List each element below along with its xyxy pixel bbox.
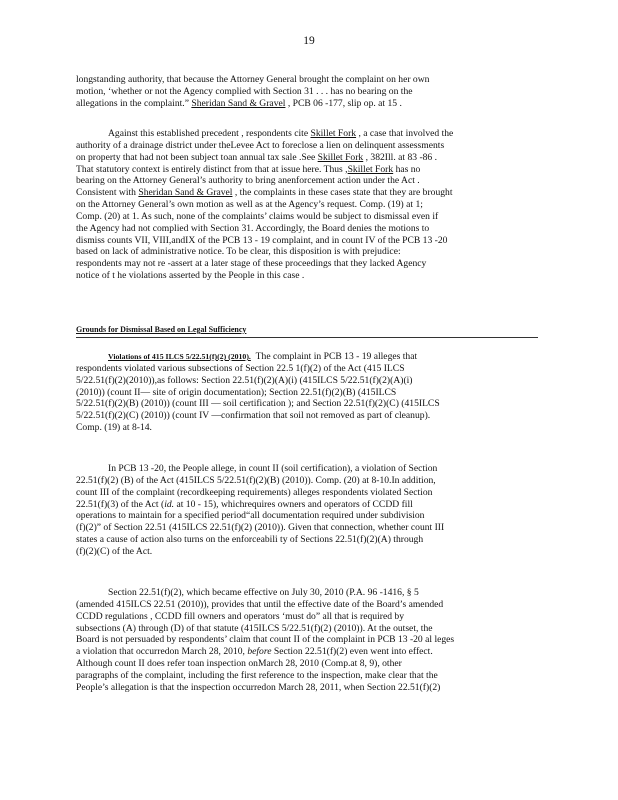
paragraph-line: (f)(2)” of Section 22.51 (415ILCS 22.51(f)(2) (2010)). Given that connection, whether count III (76, 522, 445, 534)
paragraph-line: Comp. (19) at 8-14. (76, 422, 152, 434)
paragraph-line: In PCB 13 -20, the People allege, in count II (soil certification), a violation of Section (108, 463, 438, 474)
subsection-heading: Violations of 415 ILCS 5/22.51(f)(2) (2010). (108, 352, 251, 361)
paragraph-line: count III of the complaint (recordkeeping requirements) alleges respondents violated Section (76, 486, 433, 498)
page-number: 19 (303, 35, 315, 47)
case-citation: Skillet Fork (310, 128, 357, 139)
paragraph-line: respondents may not re -assert at a later stage of these proceedings that they lacked Agency (76, 258, 427, 270)
paragraph-line: the Agency had not complied with Section 31. Accordingly, the Board denies the motions to (76, 222, 430, 234)
paragraph-line: dismiss counts VII, VIII,andIX of the PCB 13 - 19 complaint, and in count IV of the PCB 13 -20 (76, 234, 448, 246)
paragraph-line: 22.51(f)(2) (B) of the Act (415ILCS 5/22.51(f)(2)(B) (2010)). Comp. (20) at 8-10.In addition, (76, 474, 436, 486)
paragraph-line: Although count II does refer toan inspection onMarch 28, 2010 (Comp.at 8, 9), other (76, 658, 402, 670)
paragraph-line: 5/22.51(f)(2)(B) (2010)) (count III — soil certification ); and Section 22.51(f)(2)(C) (415ILCS (76, 398, 440, 410)
paragraph-line: longstanding authority, that because the Attorney General brought the complaint on her own (76, 74, 430, 85)
heading-divider (76, 337, 538, 338)
paragraph-line: People’s allegation is that the inspection occurredon March 28, 2011, when Section 22.51(f)(2) (76, 681, 441, 693)
paragraph-line: That statutory context is entirely distinct from that at issue here. Thus ,Skillet Fork has no (76, 163, 421, 175)
paragraph-line: operations to maintain for a specified period“all documentation required under subdivision (76, 510, 425, 522)
italic-term: id. (164, 498, 175, 510)
paragraph-line: allegations in the complaint.” Sheridan Sand & Gravel , PCB 06 -177, slip op. at 15 . (76, 97, 402, 109)
paragraph-line: 5/22.51(f)(2)(2010)),as follows: Section 22.51(f)(2)(A)(i) (415ILCS 5/22.51(f)(2)(A)(i) (76, 374, 413, 386)
paragraph-line: states a cause of action also turns on the enforceabili ty of Sections 22.51(f)(2)(A) through (76, 534, 424, 546)
paragraph-line: CCDD regulations , CCDD fill owners and operators ‘must do” all that is required by (76, 610, 404, 622)
paragraph-line: a violation that occurredon March 28, 2010, before Section 22.51(f)(2) even went into effect. (76, 646, 433, 658)
paragraph-line: respondents violated various subsections of Section 22.5 1(f)(2) of the Act (415 ILCS (76, 362, 405, 374)
paragraph-line: 22.51(f)(3) of the Act (id. at 10 - 15), whichrequires owners and operators of CCDD fill (76, 498, 413, 510)
paragraph-line: (2010)) (count II— site of origin documentation); Section 22.51(f)(2)(B) (415ILCS (76, 386, 397, 398)
paragraph-line: Section 22.51(f)(2), which became effective on July 30, 2010 (P.A. 96 -1416, § 5 (108, 587, 419, 598)
paragraph-line: on the Attorney General’s own motion as well as at the Agency’s request. Comp. (19) at 1; (76, 199, 423, 211)
paragraph-line: (f)(2)(C) of the Act. (76, 545, 153, 557)
paragraph-line: subsections (A) through (D) of that statute (415ILCS 5/22.51(f)(2) (2010)). At the outset, the (76, 622, 433, 634)
paragraph-3 (76, 351, 532, 434)
paragraph-line: notice of t he violations asserted by the People in this case . (76, 270, 305, 282)
paragraph-line: Board is not persuaded by respondents’ claim that count II of the complaint in PCB 13 -20 al leges (76, 634, 455, 646)
paragraph-line-text: The complaint in PCB 13 - 19 alleges that (255, 351, 418, 362)
paragraph-line (76, 351, 532, 363)
case-citation: Skillet Fork (347, 163, 394, 175)
paragraph-line: Consistent with Sheridan Sand & Gravel , the complaints in these cases state that they are brought (76, 187, 453, 199)
paragraph-4 (76, 463, 532, 558)
paragraph-line: bearing on the Attorney General’s authority to bring anenforcement action under the Act . (76, 175, 420, 187)
paragraph-line: on property that had not been subject toan annual tax sale .See Skillet Fork , 382Ill. at 83 -86 . (76, 151, 438, 163)
paragraph-line: 5/22.51(f)(2)(C) (2010)) (count IV —confirmation that soil not removed as part of cleanup). (76, 410, 431, 422)
case-citation: Sheridan Sand & Gravel (191, 97, 286, 109)
paragraph-line: motion, ‘whether or not the Agency complied with Section 31 . . . has no bearing on the (76, 85, 413, 97)
case-citation: Skillet Fork (317, 151, 364, 163)
paragraph-line: Comp. (20) at 1. As such, none of the complaints’ claims would be subject to dismissal even if (76, 210, 439, 222)
paragraph-line: (amended 415ILCS 22.51 (2010)), provides that until the effective date of the Board’s amended (76, 598, 444, 610)
italic-term: before (247, 646, 272, 658)
paragraph-2 (76, 128, 532, 282)
paragraph-line: authority of a drainage district under theLevee Act to foreclose a lien on delinquent assessments (76, 139, 445, 151)
paragraph-5 (76, 587, 532, 694)
section-heading: Grounds for Dismissal Based on Legal Sufficiency (76, 325, 247, 334)
paragraph-line: Against this established precedent , respondents cite Skillet Fork , a case that involved the (108, 128, 454, 139)
case-citation: Sheridan Sand & Gravel (138, 187, 233, 199)
paragraph-line: based on lack of administrative notice. To be clear, this disposition is with prejudice: (76, 246, 401, 258)
paragraph-1 (76, 74, 532, 110)
paragraph-line: paragraphs of the complaint, including the first reference to the inspection, make clear that the (76, 669, 438, 681)
